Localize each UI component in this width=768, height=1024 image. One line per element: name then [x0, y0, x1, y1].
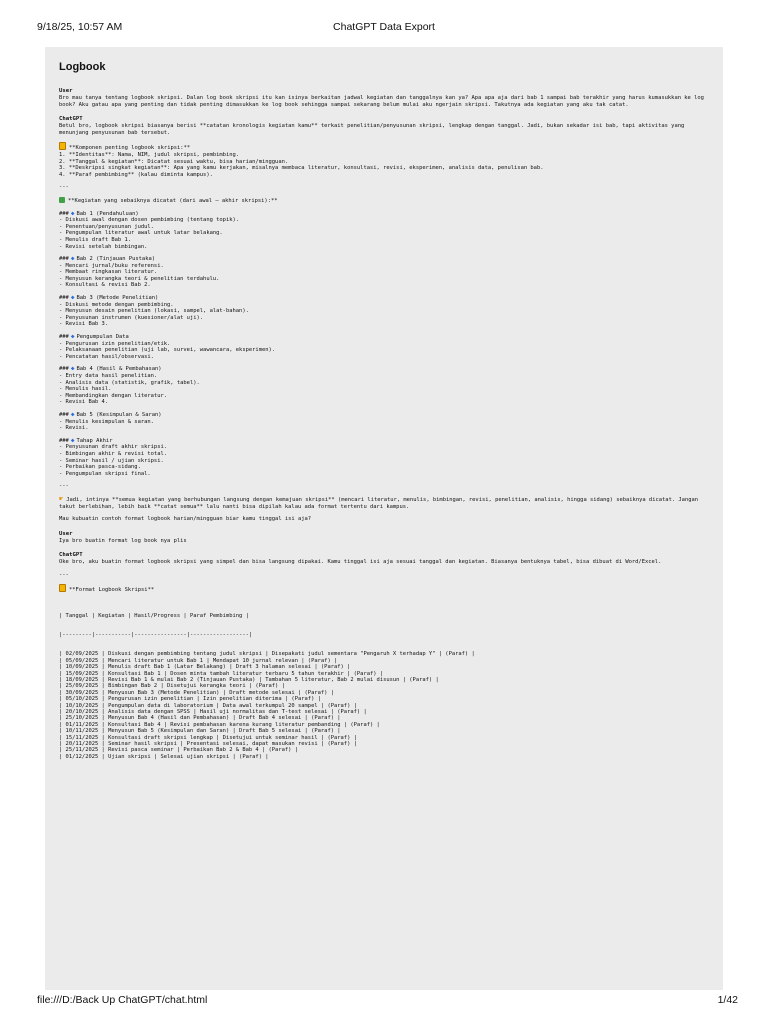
user-message-1: Bro mau tanya tentang logbook skripsi. Dalan log book skripsi itu kan isinya berkaitan jadwal kegiatan dan tanggalnya kan ya? Apa apa aja dari bab 1 sampai bab terakhir yang harus kumasukkan ke log book? Aku gatau apa yang penting dan tidak penting dimasukkan ke log book sehingga sampai sekarang belum mulai aku ngerjain skripsi. Takutnya ada kegiatan yang aku tak catat. [59, 95, 708, 108]
list-item: - Penyusunan instrumen (kuesioner/alat uji). [59, 314, 204, 321]
section-heading: ### ◆ Bab 5 (Kesimpulan & Saran) [59, 410, 162, 418]
conclusion: ☛ Jadi, intinya **semua kegiatan yang berhubungan langsung dengan kemajuan skripsi** (mencari literatur, menulis, bimbingan, revisi, penelitian, analisis, hingga sidang) sebaiknya dicatat. Jangan takut berlebihan, lebih baik **catat semua** lalu nanti bisa dipilah kalau ada format tertentu dari kampus. [59, 494, 702, 510]
print-footer [0, 992, 768, 1024]
table-row: | 05/10/2025 | Pengurusan izin penelitian | Izin penelitian diterima | (Paraf) | [59, 696, 321, 703]
table-row: | 20/11/2025 | Seminar hasil skripsi | Presentasi selesai, dapat masukan revisi | (Paraf) | [59, 741, 357, 747]
list-item: - Menyusun desain penelitian (lokasi, sampel, alat-bahan). [59, 308, 249, 315]
list-item: - Pelaksanaan penelitian (uji lab, survei, wawancara, eksperimen). [59, 347, 276, 354]
table-row: | 25/11/2025 | Revisi pasca seminar | Perbaikan Bab 2 & Bab 4 | (Paraf) | [59, 747, 298, 754]
list-item: - Membandingkan dengan literatur. [59, 392, 168, 399]
table-row: | 25/10/2025 | Menyusun Bab 4 (Hasil dan Pembahasan) | Draft Bab 4 selesai | (Paraf) | [59, 715, 341, 722]
table-row: | 30/09/2025 | Menyusun Bab 3 (Metode Penelitian) | Draft metode selesai | (Paraf) | [59, 689, 334, 696]
table-row: | 10/10/2025 | Pengumpulan data di laboratorium | Data awal terkumpul 20 sampel | (Paraf) | [59, 702, 357, 709]
table-row: | 05/09/2025 | Mencari literatur untuk Bab 1 | Mendapat 10 jurnal relevan | (Paraf) | [59, 657, 338, 664]
table-row: | 18/09/2025 | Revisi Bab 1 & mulai Bab 2 (Tinjauan Pustaka) | Tambahan 5 literatur, Bab 2 mulai disusun | (Paraf) | [59, 676, 439, 683]
list-item: - Seminar hasil / ujian skripsi. [59, 457, 164, 464]
table-row: | 15/09/2025 | Konsultasi Bab 1 | Dosen minta tambah literatur terbaru 5 tahun terakhir | (Paraf) | [59, 670, 384, 677]
list-item: - Pengumpulan skripsi final. [59, 470, 151, 477]
logbook-table [59, 600, 709, 773]
table-row: | 20/10/2025 | Analisis data dengan SPSS | Hasil uji normalitas dan T-test selesai | (Paraf) | [59, 708, 367, 715]
assistant-label: ChatGPT [59, 116, 83, 123]
diamond-icon: ◆ [70, 436, 75, 444]
list-item: - Penentuan/penyusunan judul. [59, 223, 154, 230]
table-row: | 10/11/2025 | Menyusun Bab 5 (Kesimpulan dan Saran) | Draft Bab 5 selesai | (Paraf) | [59, 728, 341, 735]
list-item: - Revisi setelah bimbingan. [59, 243, 148, 250]
section-list [59, 211, 709, 484]
offer-text: Mau kubuatin contoh format logbook harian/mingguan biar kamu tinggal isi aja? [59, 516, 312, 523]
section-heading: ### ◆ Bab 4 (Hasil & Pembahasan) [59, 365, 162, 373]
assistant-message-format: Oke bro, aku buatin format logbook skripsi yang simpel dan bisa langsung dipakai. Kamu tinggal isi aja sesuai tanggal dan kegiatan. Biasanya bentuknya tabel, bisa dibuat di Word/Excel. [59, 559, 662, 566]
conversation-panel [45, 47, 723, 990]
komponen-item: 4. **Paraf pembimbing** (kalau diminta kampus). [59, 171, 213, 178]
diamond-icon: ◆ [70, 294, 75, 302]
assistant-label: ChatGPT [59, 552, 83, 559]
komponen-item: 2. **Tanggal & kegiatan**: Dicatat sesuai waktu, bisa harian/mingguan. [59, 158, 289, 165]
list-item: - Bimbingan akhir & revisi total. [59, 450, 168, 457]
list-item: - Penyusunan draft akhir skripsi. [59, 444, 168, 451]
diamond-icon: ◆ [70, 333, 75, 341]
print-title: ChatGPT Data Export [333, 21, 435, 33]
list-item: - Menyusun kerangka teori & penelitian terdahulu. [59, 275, 220, 282]
list-item: - Menulis hasil. [59, 386, 112, 393]
list-item: - Revisi Bab 4. [59, 399, 109, 406]
table-row: | 01/12/2025 | Ujian skripsi | Selesai ujian skripsi | (Paraf) | [59, 753, 269, 760]
diamond-icon: ◆ [70, 209, 75, 217]
print-datetime: 9/18/25, 10:57 AM [37, 21, 123, 33]
section-heading: ### ◆ Bab 1 (Pendahuluan) [59, 209, 139, 217]
print-header [0, 0, 768, 48]
list-item: - Analisis data (statistik, grafik, tabel). [59, 379, 200, 386]
list-item: - Menulis draft Bab 1. [59, 236, 132, 243]
table-divider: |---------|-----------|----------------|------------------| [59, 632, 253, 639]
list-item: - Konsultasi & revisi Bab 2. [59, 282, 151, 289]
table-row: | 02/09/2025 | Diskusi dengan pembimbing tentang judul skripsi | Disepakati judul sementara "Pengaruh X terhadap Y" | (Paraf) | [59, 651, 475, 658]
section-heading: ### ◆ Bab 3 (Metode Penelitian) [59, 294, 159, 302]
user-label: User [59, 530, 73, 537]
table-row: | 15/11/2025 | Konsultasi draft skripsi lengkap | Disetujui untuk seminar hasil | (Paraf) | [59, 734, 357, 741]
list-item: - Membaat ringkasan literatur. [59, 269, 158, 276]
format-title: **Format Logbook Skripsi** [59, 584, 709, 594]
list-item: - Pencatatan hasil/observasi. [59, 353, 154, 360]
table-header: | Tanggal | Kegiatan | Hasil/Progress | Paraf Pembimbing | [59, 612, 249, 619]
diamond-icon: ◆ [70, 255, 75, 263]
file-url: file:///D:/Back Up ChatGPT/chat.html [37, 994, 208, 1006]
table-row: | 01/11/2025 | Konsultasi Bab 4 | Revisi pembahasan karena kurang literatur pembanding | (Paraf) | [59, 721, 380, 728]
checkmark-icon [59, 197, 65, 203]
list-item: - Menulis kesimpulan & saran. [59, 418, 154, 425]
table-row: | 10/09/2025 | Menulis draft Bab 1 (Latar Belakang) | Draft 3 halaman selesai | (Paraf) | [59, 664, 351, 671]
separator: --- [59, 571, 69, 578]
list-item: - Diskusi awal dengan dosen pembimbing (tentang topik). [59, 217, 240, 224]
user-label: User [59, 88, 73, 94]
section-heading: ### ◆ Pengumpulan Data [59, 333, 129, 341]
diamond-icon: ◆ [70, 410, 75, 418]
separator: --- [59, 483, 69, 490]
list-item: - Revisi Bab 3. [59, 321, 109, 328]
list-item: - Mencari jurnal/buku referensi. [59, 262, 164, 269]
separator: --- [59, 184, 69, 191]
list-item: - Perbaikan pasca-sidang. [59, 464, 141, 471]
diamond-icon: ◆ [70, 365, 75, 373]
clipboard-icon [59, 142, 66, 150]
section-heading: ### ◆ Bab 2 (Tinjauan Pustaka) [59, 255, 156, 263]
komponen-item: 3. **Deskripsi singkat kegiatan**: Apa yang kamu kerjakan, misalnya membaca literatur, konsultasi, revisi, eksperimen, analisis data, penulisan bab. [59, 165, 544, 172]
komponen-title: **Komponen penting logbook skripsi:** [59, 142, 709, 152]
page-number: 1/42 [717, 994, 738, 1006]
list-item: - Diskusi metode dengan pembimbing. [59, 301, 174, 308]
komponen-item: 1. **Identitas**: Nama, NIM, judul skripsi, pembimbing. [59, 151, 240, 158]
list-item: - Revisi. [59, 425, 89, 432]
user-message-2: Iya bro buatin format log book nya plis [59, 537, 187, 544]
assistant-message-intro: Betul bro, logbook skripsi biasanya berisi **catatan kronologis kegiatan kamu** terkait penelitian/penyusunan skripsi, lengkap dengan tanggal. Jadi, bukan sekadar isi bab, tapi aktivitas yang menunjang penyusunan bab tersebut. [59, 123, 688, 136]
list-item: - Pengumpulan literatur awal untuk latar belakang. [59, 230, 223, 237]
kegiatan-title: **Kegiatan yang sebaiknya dicatat (dari awal – akhir skripsi):** [59, 197, 709, 205]
clipboard-icon [59, 584, 66, 592]
list-item: - Pengurusan izin penelitian/etik. [59, 340, 171, 347]
conversation-title: Logbook [59, 61, 106, 73]
table-row: | 25/09/2025 | Bimbingan Bab 2 | Disetujui kerangka teori | (Paraf) | [59, 683, 285, 690]
pointing-hand-icon: ☛ [59, 494, 64, 503]
section-heading: ### ◆ Tahap Akhir [59, 436, 113, 444]
list-item: - Entry data hasil penelitian. [59, 373, 158, 379]
